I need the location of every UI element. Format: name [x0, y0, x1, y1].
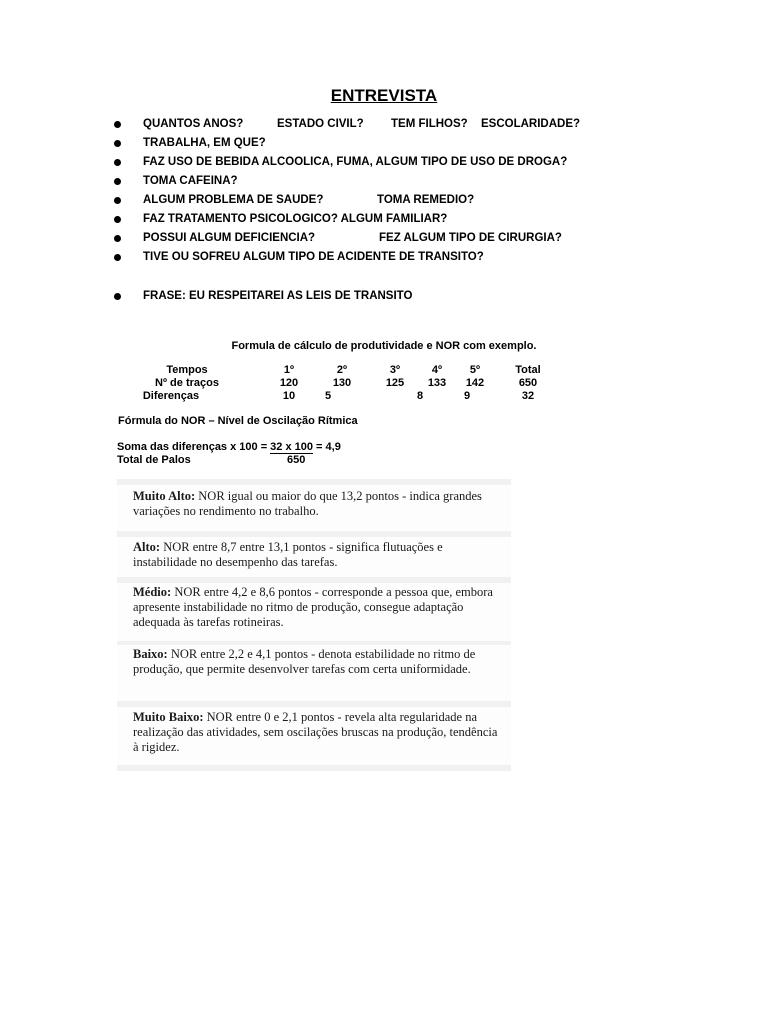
question-age: QUANTOS ANOS?	[143, 118, 244, 130]
question-caffeine: TOMA CAFEINA?	[143, 175, 238, 187]
table-cell: 120	[279, 377, 299, 389]
level-name: Médio:	[133, 585, 172, 599]
table-cell: 125	[385, 377, 405, 389]
nor-levels-scan	[117, 479, 511, 771]
table-cell: 130	[332, 377, 352, 389]
table-cell: 133	[427, 377, 447, 389]
level-very-high	[133, 489, 505, 519]
level-name: Muito Baixo:	[133, 710, 204, 724]
question-children: TEM FILHOS?	[391, 118, 468, 130]
question-education: ESCOLARIDADE?	[481, 118, 581, 130]
nor-title: Fórmula do NOR – Nível de Oscilação Rítmica	[118, 415, 358, 427]
level-high	[133, 540, 505, 570]
formula-title: Formula de cálculo de produtividade e NOR com exemplo.	[231, 340, 537, 352]
table-row	[0, 364, 768, 377]
bullet-icon	[114, 197, 121, 204]
bullet-icon	[114, 159, 121, 166]
question-health: ALGUM PROBLEMA DE SAUDE?	[143, 194, 324, 206]
level-text: NOR entre 2,2 e 4,1 pontos - denota estabilidade no ritmo de produção, que permite desenvolver tarefas com certa uniformidade.	[133, 647, 476, 676]
table-row	[0, 390, 768, 403]
table-cell: 10	[282, 390, 296, 402]
table-row	[0, 377, 768, 390]
level-text: NOR igual ou maior do que 13,2 pontos - indica grandes variações no rendimento no trabalho.	[133, 489, 482, 518]
row-label: Nº de traços	[155, 377, 219, 389]
question-civil-status: ESTADO CIVIL?	[277, 118, 364, 130]
table-cell: 142	[465, 377, 485, 389]
level-name: Alto:	[133, 540, 161, 554]
question-accident: TIVE OU SOFREU ALGUM TIPO DE ACIDENTE DE TRANSITO?	[143, 251, 484, 263]
level-medium	[133, 585, 505, 630]
level-text: NOR entre 0 e 2,1 pontos - revela alta regularidade na realização das atividades, sem oscilações bruscas na produção, tendência à rigidez.	[133, 710, 498, 754]
table-cell: Total	[515, 364, 541, 376]
calc-prefix: Soma das diferenças x 100 =	[117, 441, 271, 453]
question-work: TRABALHA, EM QUE?	[143, 137, 266, 149]
bullet-icon	[114, 121, 121, 128]
bullet-icon	[114, 216, 121, 223]
bullet-icon	[114, 293, 121, 300]
question-medicine: TOMA REMEDIO?	[377, 194, 475, 206]
level-text: NOR entre 4,2 e 8,6 pontos - corresponde a pessoa que, embora apresente instabilidade no ritmo de produção, consegue adaptação adequada às tarefas rotineiras.	[133, 585, 493, 629]
table-cell: 5	[324, 390, 332, 402]
level-name: Muito Alto:	[133, 489, 196, 503]
phrase-statement: FRASE: EU RESPEITAREI AS LEIS DE TRANSITO	[143, 290, 413, 302]
table-cell: 2º	[336, 364, 348, 376]
table-cell: 8	[416, 390, 424, 402]
calc-denominator: 650	[287, 454, 306, 466]
table-cell: 32	[521, 390, 535, 402]
calc-result: = 4,9	[313, 441, 341, 453]
level-very-low	[133, 710, 505, 755]
question-disability: POSSUI ALGUM DEFICIENCIA?	[143, 232, 316, 244]
question-psych: FAZ TRATAMENTO PSICOLOGICO? ALGUM FAMILIAR?	[143, 213, 448, 225]
level-name: Baixo:	[133, 647, 168, 661]
question-substances: FAZ USO DE BEBIDA ALCOOLICA, FUMA, ALGUM TIPO DE USO DE DROGA?	[143, 156, 568, 168]
calc-numerator: 32 x 100	[270, 441, 313, 453]
bullet-icon	[114, 235, 121, 242]
table-cell: 5º	[469, 364, 481, 376]
bullet-icon	[114, 254, 121, 261]
level-low	[133, 647, 505, 677]
bullet-icon	[114, 178, 121, 185]
row-label: Tempos	[166, 364, 208, 376]
nor-calculation	[117, 441, 341, 467]
question-surgery: FEZ ALGUM TIPO DE CIRURGIA?	[379, 232, 562, 244]
table-cell: 650	[518, 377, 538, 389]
table-cell: 4º	[431, 364, 443, 376]
level-text: NOR entre 8,7 entre 13,1 pontos - significa flutuações e instabilidade no desempenho das tarefas.	[133, 540, 443, 569]
table-cell: 3º	[389, 364, 401, 376]
page-title: ENTREVISTA	[330, 86, 438, 105]
table-cell: 9	[463, 390, 471, 402]
row-label: Diferenças	[142, 390, 200, 402]
table-cell: 1º	[283, 364, 295, 376]
bullet-icon	[114, 140, 121, 147]
calc-line2: Total de Palos	[117, 454, 191, 466]
